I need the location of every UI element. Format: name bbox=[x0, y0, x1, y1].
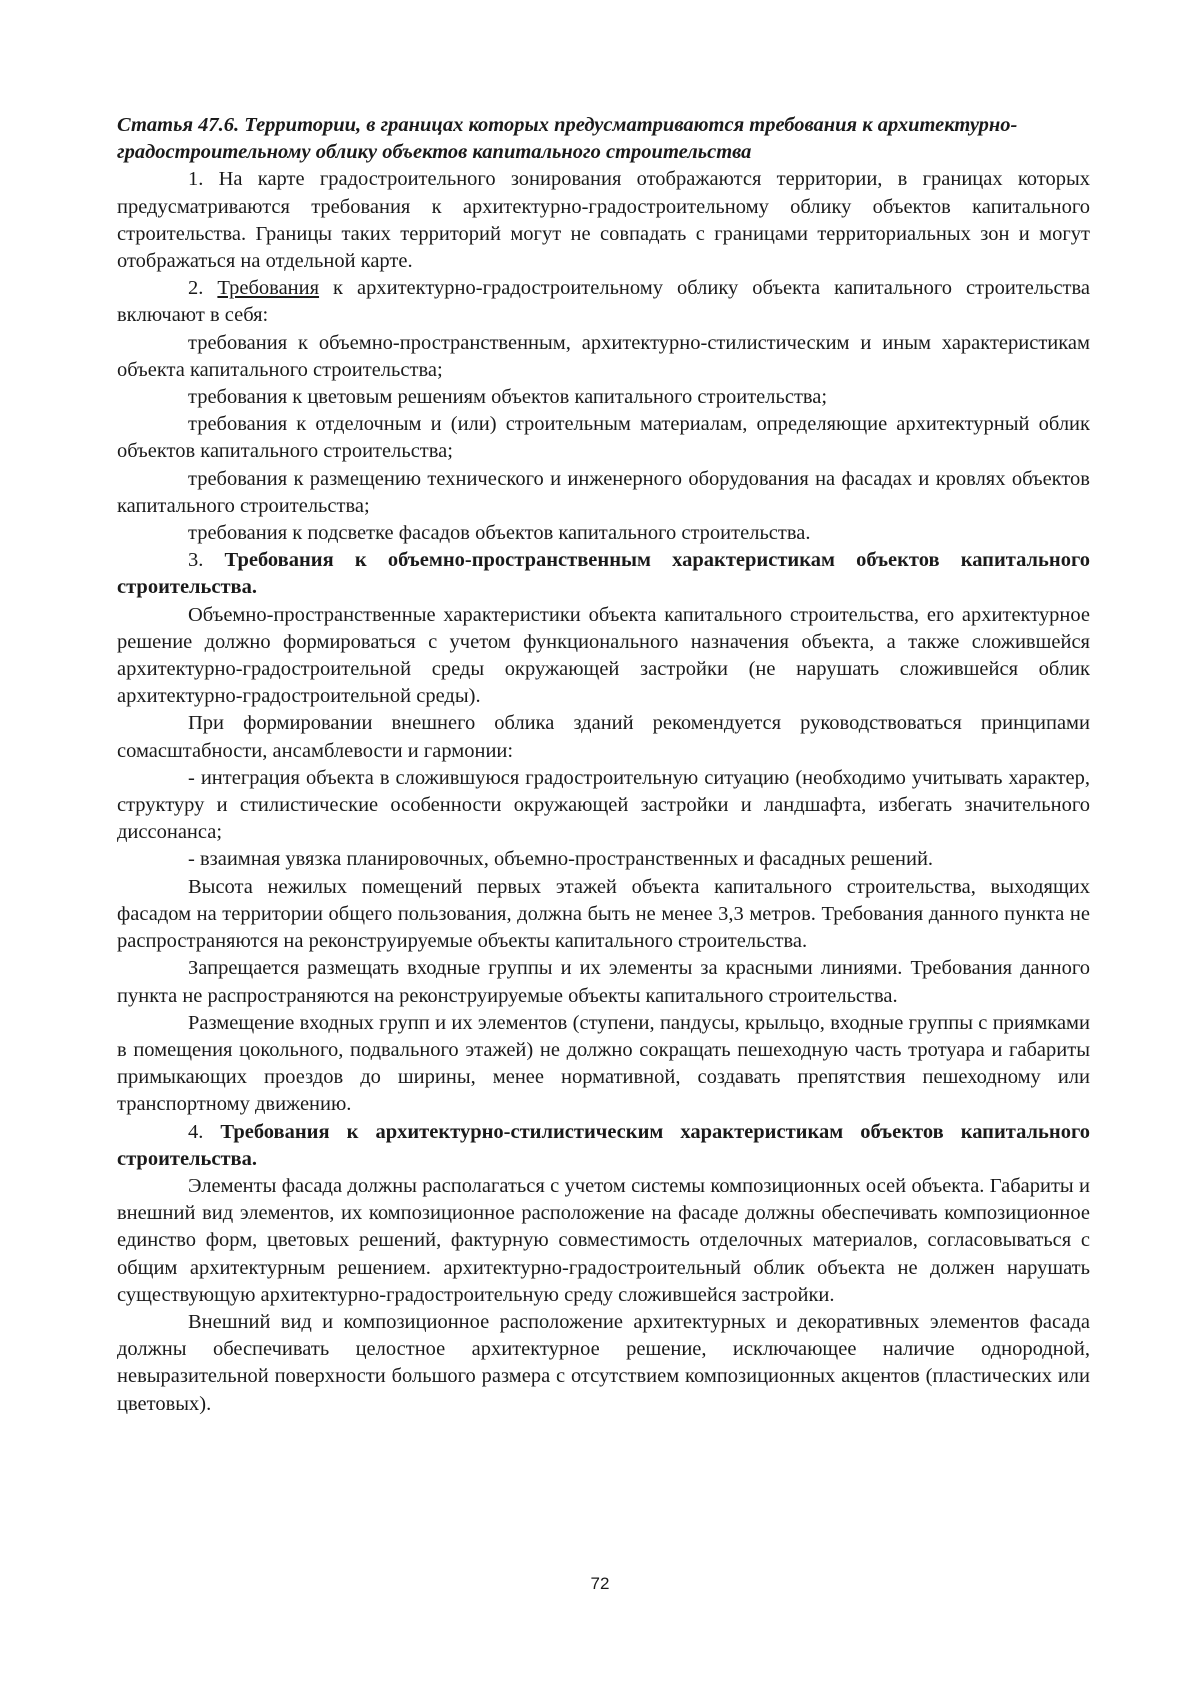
section-4-number: 4. bbox=[188, 1120, 221, 1143]
section-3-paragraph-height: Высота нежилых помещений первых этажей объекта капитального строительства, выходящих фасадом на территории общего пользования, должна быть не менее 3,3 метров. Требования данного пункта не распространяются на реконструируемые объекты капитального строительства. bbox=[117, 875, 1090, 953]
section-3-heading-text: Требования к объемно-пространственным характеристикам объектов капитального строительства. bbox=[117, 549, 1091, 599]
section-3-heading bbox=[117, 547, 1090, 601]
section-3-paragraph-entrances: Размещение входных групп и их элементов (ступени, пандусы, крыльцо, входные группы с приямками в помещения цокольного, подвального этажей) не должно сокращать пешеходную часть тротуара и габариты примыкающих проездов до ширины, менее нормативной, создавать препятствия пешеходному или транспортному движению. bbox=[117, 1011, 1090, 1116]
section-3-bullet-integration: - интеграция объекта в сложившуюся градостроительную ситуацию (необходимо учитывать характер, структуру и стилистические особенности окружающей застройки и ландшафта, избегать значительного диссонанса; bbox=[117, 766, 1090, 844]
section-4-heading bbox=[117, 1119, 1090, 1173]
section-3-number: 3. bbox=[188, 549, 225, 572]
list-item-equipment-placement: требования к размещению технического и инженерного оборудования на фасадах и кровлях объектов капитального строительства; bbox=[117, 467, 1090, 517]
paragraph-2-number: 2. bbox=[188, 277, 218, 300]
section-3-paragraph-red-lines: Запрещается размещать входные группы и их элементы за красными линиями. Требования данного пункта не распространяются на реконструируемые объекты капитального строительства. bbox=[117, 957, 1090, 1007]
paragraph-1: 1. На карте градостроительного зонирования отображаются территории, в границах которых предусматриваются требования к архитектурно-градостроительному облику объектов капитального строительства. Границы таких территорий могут не совпадать с границами территориальных зон и могут отображаться на отдельной карте. bbox=[117, 168, 1090, 273]
section-4-heading-text: Требования к архитектурно-стилистическим характеристикам объектов капитального строительства. bbox=[117, 1120, 1090, 1170]
paragraph-2 bbox=[117, 275, 1090, 329]
section-3-paragraph-volume: Объемно-пространственные характеристики объекта капитального строительства, его архитектурное решение должно формироваться с учетом функционального назначения объекта, а также сложившейся архитектурно-градостроительной среды окружающей застройки (не нарушать сложившейся облик архитектурно-градостроительной среды). bbox=[117, 603, 1090, 708]
section-3-bullet-coordination: - взаимная увязка планировочных, объемно-пространственных и фасадных решений. bbox=[188, 848, 934, 871]
document-page bbox=[117, 112, 1090, 1418]
paragraph-2-text: к архитектурно-градостроительному облику объекта капитального строительства включают в себя: bbox=[117, 277, 1091, 327]
section-4-paragraph-facade-elements: Элементы фасада должны располагаться с учетом системы композиционных осей объекта. Габариты и внешний вид элементов, их композиционное расположение на фасаде должны обеспечивать композиционное единство форм, цветовых решений, фактурную совместимость отделочных материалов, согласовываться с общим архитектурным решением. архитектурно-градостроительный облик объекта не должен нарушать существующую архитектурно-градостроительную среду сложившейся застройки. bbox=[117, 1174, 1090, 1306]
page-number: 72 bbox=[590, 1574, 610, 1593]
list-item-volume-spatial: требования к объемно-пространственным, архитектурно-стилистическим и иным характеристикам объекта капитального строительства; bbox=[117, 331, 1090, 381]
section-4-paragraph-decorative: Внешний вид и композиционное расположение архитектурных и декоративных элементов фасада должны обеспечивать целостное архитектурное решение, исключающее наличие однородной, невыразительной поверхности большого размера с отсутствием композиционных акцентов (пластических или цветовых). bbox=[117, 1310, 1090, 1415]
list-item-facade-lighting: требования к подсветке фасадов объектов капитального строительства. bbox=[188, 522, 811, 545]
list-item-finishing-materials: требования к отделочным и (или) строительным материалам, определяющие архитектурный облик объектов капитального строительства; bbox=[117, 413, 1090, 463]
section-3-paragraph-principles: При формировании внешнего облика зданий рекомендуется руководствоваться принципами сомасштабности, ансамблевости и гармонии: bbox=[117, 712, 1090, 762]
article-title: Статья 47.6. Территории, в границах которых предусматриваются требования к архитектурно-градостроительному облику объектов капитального строительства bbox=[117, 114, 1018, 164]
list-item-color-solutions: требования к цветовым решениям объектов капитального строительства; bbox=[188, 386, 828, 409]
requirements-link[interactable]: Требования bbox=[217, 277, 320, 300]
